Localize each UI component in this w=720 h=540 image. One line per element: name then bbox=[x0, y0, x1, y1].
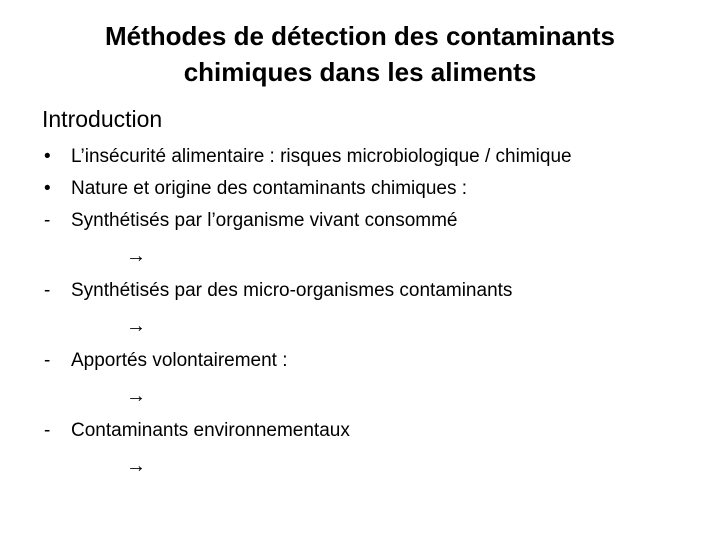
bullet-list bbox=[44, 142, 704, 486]
arrow-row bbox=[44, 378, 704, 416]
list-item-text: Nature et origine des contaminants chimiques : bbox=[71, 178, 468, 199]
section-heading: Introduction bbox=[42, 106, 163, 132]
arrow-icon: → bbox=[126, 385, 146, 407]
dash-marker: - bbox=[44, 350, 51, 371]
list-item bbox=[44, 206, 704, 238]
arrow-row bbox=[44, 238, 704, 276]
list-item bbox=[44, 276, 704, 308]
arrow-row bbox=[44, 308, 704, 346]
slide-title bbox=[60, 18, 660, 90]
arrow-icon: → bbox=[126, 245, 146, 267]
list-item bbox=[44, 142, 704, 174]
bullet-marker: • bbox=[44, 178, 51, 199]
bullet-marker: • bbox=[44, 146, 51, 167]
list-item-text: Synthétisés par des micro-organismes contaminants bbox=[71, 280, 513, 301]
dash-marker: - bbox=[44, 420, 51, 441]
list-item-text: Synthétisés par l’organisme vivant consommé bbox=[71, 210, 458, 231]
list-item-text: L’insécurité alimentaire : risques microbiologique / chimique bbox=[71, 146, 572, 167]
list-item-text: Contaminants environnementaux bbox=[71, 420, 350, 441]
title-line-2: chimiques dans les aliments bbox=[183, 57, 537, 87]
list-item bbox=[44, 174, 704, 206]
arrow-icon: → bbox=[126, 315, 146, 337]
arrow-row bbox=[44, 448, 704, 486]
list-item bbox=[44, 346, 704, 378]
arrow-icon: → bbox=[126, 455, 146, 477]
list-item-text: Apportés volontairement : bbox=[71, 350, 288, 371]
title-line-1: Méthodes de détection des contaminants bbox=[105, 21, 615, 51]
dash-marker: - bbox=[44, 210, 51, 231]
dash-marker: - bbox=[44, 280, 51, 301]
list-item bbox=[44, 416, 704, 448]
